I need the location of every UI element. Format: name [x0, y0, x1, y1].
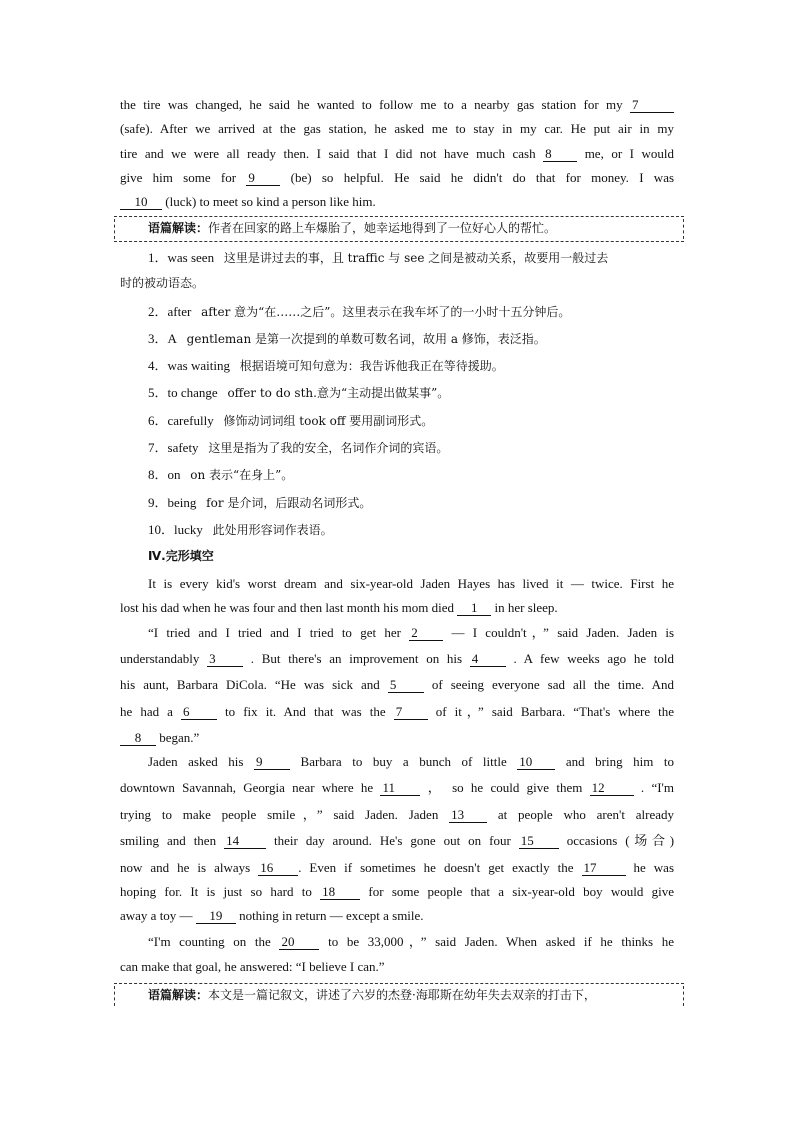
cloze-blank-8[interactable]: 8 — [120, 731, 156, 746]
blank-10[interactable]: 10 — [120, 195, 162, 210]
cloze-blank-1[interactable]: 1 — [457, 601, 491, 616]
blank-8[interactable]: 8 — [543, 147, 577, 162]
cloze-blank-12[interactable]: 12 — [590, 781, 634, 796]
answer-7: 7．safety 这里是指为了我的安全，名词作介词的宾语。 — [148, 440, 449, 455]
cloze-blank-9[interactable]: 9 — [254, 755, 290, 770]
answer-8: 8．on on 表示“在身上”。 — [148, 467, 294, 482]
passage-b-line-10: trying to make people smile，” said Jaden. Jaden 13 at people who aren't already — [120, 807, 674, 822]
section-title: Ⅳ.完形填空 — [148, 549, 214, 563]
cloze-blank-7[interactable]: 7 — [394, 705, 428, 720]
cloze-blank-11[interactable]: 11 — [380, 781, 420, 796]
cloze-blank-10[interactable]: 10 — [517, 755, 555, 770]
cloze-blank-17[interactable]: 17 — [582, 861, 626, 876]
box-2-label: 语篇解读： — [148, 988, 209, 1002]
answer-1-cont: 时的被动语态。 — [120, 276, 205, 290]
reading-note-box-1 — [114, 216, 684, 242]
passage-b-line-3: “I tried and I tried and I tried to get her 2 — I couldn't，” said Jaden. Jaden is — [148, 625, 674, 640]
passage-b-line-14: away a toy — 19 nothing in return — except a smile. — [120, 908, 424, 923]
passage-b-line-2: lost his dad when he was four and then last month his mom died 1 in her sleep. — [120, 600, 558, 615]
box-1-label: 语篇解读： — [148, 221, 209, 235]
answer-3: 3．A gentleman 是第一次提到的单数可数名词，故用 a 修饰，表泛指。 — [148, 331, 546, 346]
box-2-text: 本文是一篇记叙文，讲述了六岁的杰登·海耶斯在幼年失去双亲的打击下， — [208, 988, 596, 1002]
passage-b-line-5: his aunt, Barbara DiCola. “He was sick and 5 of seeing everyone sad all the time. And — [120, 677, 674, 692]
cloze-blank-18[interactable]: 18 — [320, 885, 360, 900]
passage-b-line-6: he had a 6 to fix it. And that was the 7 of it，” said Barbara. “That's where the — [120, 704, 674, 719]
blank-7[interactable]: 7 — [630, 98, 674, 113]
blank-9[interactable]: 9 — [246, 171, 280, 186]
passage-b-line-8: Jaden asked his 9 Barbara to buy a bunch of little 10 and bring him to — [148, 754, 674, 769]
passage-b-line-16: can make that goal, he answered: “I believe I can.” — [120, 959, 385, 974]
box-1-text: 作者在回家的路上车爆胎了，她幸运地得到了一位好心人的帮忙。 — [208, 221, 557, 235]
cloze-blank-4[interactable]: 4 — [470, 652, 506, 667]
cloze-blank-14[interactable]: 14 — [224, 834, 266, 849]
answer-9: 9．being for 是介词，后跟动名词形式。 — [148, 495, 372, 510]
passage-b-line-9: downtown Savannah, Georgia near where he 11 ， so he could give them 12 . “I'm — [120, 780, 674, 795]
passage-a-line-5: 10 (luck) to meet so kind a person like him. — [120, 193, 674, 210]
cloze-blank-6[interactable]: 6 — [181, 705, 217, 720]
cloze-blank-2[interactable]: 2 — [409, 626, 443, 641]
passage-b-line-11: smiling and then 14 their day around. He's gone out on four 15 occasions (场合) — [120, 833, 674, 848]
passage-b-line-1: It is every kid's worst dream and six-year-old Jaden Hayes has lived it — twice. First he — [148, 576, 674, 591]
passage-b-line-15: “I'm counting on the 20 to be 33,000，” said Jaden. When asked if he thinks he — [148, 934, 674, 949]
passage-b-line-12: now and he is always 16 . Even if sometimes he doesn't get exactly the 17 he was — [120, 860, 674, 875]
passage-b-line-13: hoping for. It is just so hard to 18 for some people that a six-year-old boy would give — [120, 884, 674, 899]
cloze-blank-19[interactable]: 19 — [196, 909, 236, 924]
passage-a-line-3: tire and we were all ready then. I said that I did not have much cash 8 me, or I would — [120, 146, 674, 161]
answer-1: 1．was seen 这里是讲过去的事，且 traffic 与 see 之间是被动关系，故要用一般过去 — [148, 250, 609, 265]
cloze-blank-16[interactable]: 16 — [258, 861, 298, 876]
reading-note-box-2 — [114, 983, 684, 1010]
cloze-blank-13[interactable]: 13 — [449, 808, 487, 823]
cloze-blank-5[interactable]: 5 — [388, 678, 424, 693]
passage-b-line-4: understandably 3 . But there's an improvement on his 4 . A few weeks ago he told — [120, 651, 674, 666]
passage-b-line-7: 8 began.” — [120, 729, 674, 746]
passage-a-line-1: the tire was changed, he said he wanted to follow me to a nearby gas station for my 7 — [120, 96, 674, 113]
answer-4: 4．was waiting 根据语境可知句意为：我告诉他我正在等待援助。 — [148, 358, 504, 373]
cloze-blank-20[interactable]: 20 — [279, 935, 319, 950]
cloze-blank-15[interactable]: 15 — [519, 834, 559, 849]
answer-5: 5．to change offer to do sth.意为“主动提出做某事”。 — [148, 385, 450, 400]
answer-6: 6．carefully 修饰动词词组 took off 要用副词形式。 — [148, 413, 434, 428]
passage-a-line-4: give him some for 9 (be) so helpful. He said he didn't do that for money. I was — [120, 170, 674, 185]
answer-10: 10．lucky 此处用形容词作表语。 — [148, 522, 333, 537]
answer-2: 2．after after 意为“在……之后”。这里表示在我车坏了的一小时十五分钟后。 — [148, 304, 571, 319]
passage-a-line-2: (safe). After we arrived at the gas station, he asked me to stay in my car. He put air in my — [120, 121, 674, 136]
cloze-blank-3[interactable]: 3 — [207, 652, 243, 667]
